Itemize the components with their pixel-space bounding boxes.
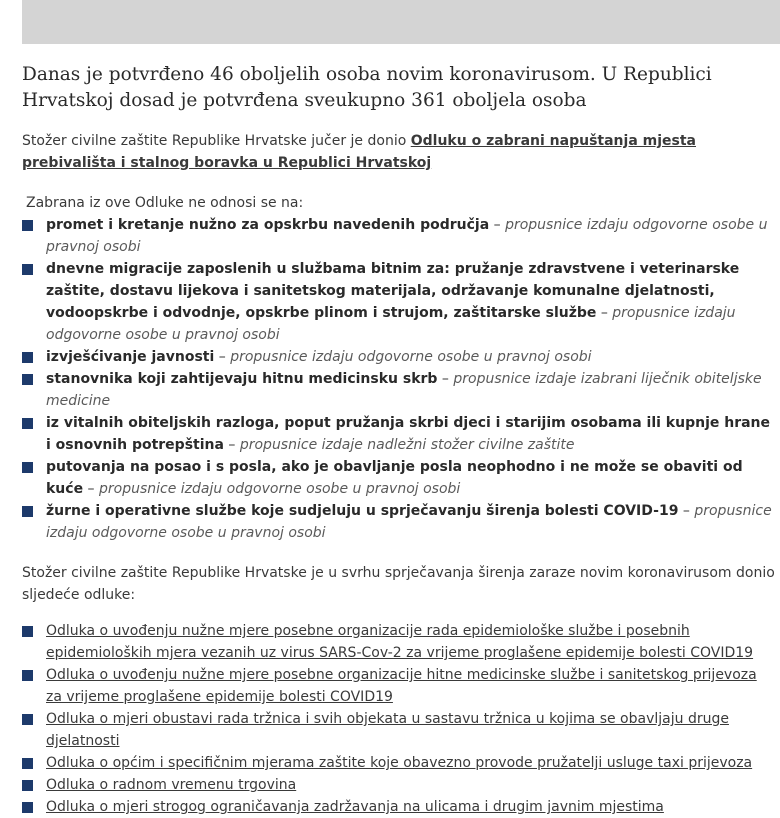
square-bullet-icon — [22, 352, 33, 363]
exemption-title: izvješćivanje javnosti — [46, 349, 215, 365]
list-item: žurne i operativne službe koje sudjeluju u sprječavanju širenja bolesti COVID-19 – propusnice izdaju odgovorne osobe u pravnoj osobi — [22, 500, 776, 544]
list-item — [22, 774, 776, 796]
decision-doc-link[interactable]: Odluka o uvođenju nužne mjere posebne organizacije hitne medicinske službe i sanitetskog prijevoza za vrijeme proglašene epidemije bolesti COVID19 — [46, 667, 757, 705]
list-item — [22, 752, 776, 774]
exemption-note: propusnice izdaju odgovorne osobe u pravnoj osobi — [46, 217, 768, 255]
list-item: putovanja na posao i s posla, ako je obavljanje posla neophodno i ne može se obaviti od kuće – propusnice izdaju odgovorne osobe u pravnoj osobi — [22, 456, 776, 500]
list-item: iz vitalnih obiteljskih razloga, poput pružanja skrbi djeci i starijim osobama ili kupnje hrane i osnovnih potrepština – propusnice izdaje nadležni stožer civilne zaštite — [22, 412, 776, 456]
exemptions-list — [22, 214, 776, 544]
intro-paragraph — [22, 130, 776, 174]
exemption-note: propusnice izdaju odgovorne osobe u pravnoj osobi — [46, 503, 772, 541]
article-headline: Danas je potvrđeno 46 oboljelih osoba novim koronavirusom. U Republici Hrvatskoj dosad je potvrđena sveukupno 361 oboljela osoba — [22, 64, 712, 111]
exemption-title: iz vitalnih obiteljskih razloga, poput pružanja skrbi djeci i starijim osobama ili kupnje hrane i osnovnih potrepština — [46, 415, 771, 453]
square-bullet-icon — [22, 802, 33, 813]
exemption-title: stanovnika koji zahtijevaju hitnu medicinsku skrb — [46, 371, 438, 387]
square-bullet-icon — [22, 506, 33, 517]
decisions-list — [22, 620, 776, 818]
decision-link[interactable]: Odluku o zabrani napuštanja mjesta prebivališta i stalnog boravka u Republici Hrvatskoj — [22, 133, 696, 171]
square-bullet-icon — [22, 714, 33, 725]
list-item: stanovnika koji zahtijevaju hitnu medicinsku skrb – propusnice izdaje izabrani liječnik obiteljske medicine — [22, 368, 776, 412]
exemption-note: propusnice izdaju odgovorne osobe u pravnoj osobi — [98, 481, 461, 497]
decision-doc-link[interactable]: Odluka o općim i specifičnim mjerama zaštite koje obavezno provode pružatelji usluge taxi prijevoza — [46, 755, 753, 771]
intro-text: Stožer civilne zaštite Republike Hrvatske jučer je donio — [22, 133, 411, 149]
square-bullet-icon — [22, 418, 33, 429]
decision-doc-link[interactable]: Odluka o mjeri strogog ograničavanja zadržavanja na ulicama i drugim javnim mjestima — [46, 799, 664, 815]
top-banner — [22, 0, 780, 44]
list-item: promet i kretanje nužno za opskrbu navedenih područja – propusnice izdaju odgovorne osobe u pravnoj osobi — [22, 214, 776, 258]
decision-doc-link[interactable]: Odluka o radnom vremenu trgovina — [46, 777, 297, 793]
list-item — [22, 620, 776, 664]
square-bullet-icon — [22, 670, 33, 681]
article-content — [22, 62, 776, 818]
exemption-title: žurne i operativne službe koje sudjeluju u sprječavanju širenja bolesti COVID-19 — [46, 503, 679, 519]
square-bullet-icon — [22, 220, 33, 231]
list-item — [22, 796, 776, 818]
list-item: dnevne migracije zaposlenih u službama bitnim za: pružanje zdravstvene i veterinarske zaštite, dostavu lijekova i sanitetskog materijala, održavanje komunalne djelatnosti, vodoopskrbe i odvodnje, opskrbe plinom i strujom, zaštitarske službe – propusnice izdaju odgovorne osobe u pravnoj osobi — [22, 258, 776, 346]
square-bullet-icon — [22, 462, 33, 473]
list-item: izvješćivanje javnosti – propusnice izdaju odgovorne osobe u pravnoj osobi — [22, 346, 776, 368]
exemption-note: propusnice izdaje nadležni stožer civilne zaštite — [239, 437, 575, 453]
decision-doc-link[interactable]: Odluka o mjeri obustavi rada tržnica i svih objekata u sastavu tržnica u kojima se obavljaju druge djelatnosti — [46, 711, 729, 749]
square-bullet-icon — [22, 264, 33, 275]
exemptions-heading: Zabrana iz ove Odluke ne odnosi se na: — [26, 195, 304, 211]
exemption-note: propusnice izdaje izabrani liječnik obiteljske medicine — [46, 371, 762, 409]
list-item — [22, 708, 776, 752]
square-bullet-icon — [22, 780, 33, 791]
list-item — [22, 664, 776, 708]
exemption-note: propusnice izdaju odgovorne osobe u pravnoj osobi — [46, 305, 736, 343]
exemption-title: promet i kretanje nužno za opskrbu navedenih područja — [46, 217, 490, 233]
decision-doc-link[interactable]: Odluka o uvođenju nužne mjere posebne organizacije rada epidemiološke službe i posebnih epidemioloških mjera vezanih uz virus SARS-Cov-2 za vrijeme proglašene epidemije bolesti COVID19 — [46, 623, 754, 661]
square-bullet-icon — [22, 626, 33, 637]
exemption-title: putovanja na posao i s posla, ako je obavljanje posla neophodno i ne može se obaviti od kuće — [46, 459, 743, 497]
exemption-title: dnevne migracije zaposlenih u službama bitnim za: pružanje zdravstvene i veterinarske zaštite, dostavu lijekova i sanitetskog materijala, održavanje komunalne djelatnosti, vodoopskrbe i odvodnje, opskrbe plinom i strujom, zaštitarske službe — [46, 261, 740, 321]
square-bullet-icon — [22, 758, 33, 769]
decisions-intro: Stožer civilne zaštite Republike Hrvatske je u svrhu sprječavanja širenja zaraze novim koronavirusom donio sljedeće odluke: — [22, 565, 775, 603]
exemption-note: propusnice izdaju odgovorne osobe u pravnoj osobi — [230, 349, 592, 365]
square-bullet-icon — [22, 374, 33, 385]
